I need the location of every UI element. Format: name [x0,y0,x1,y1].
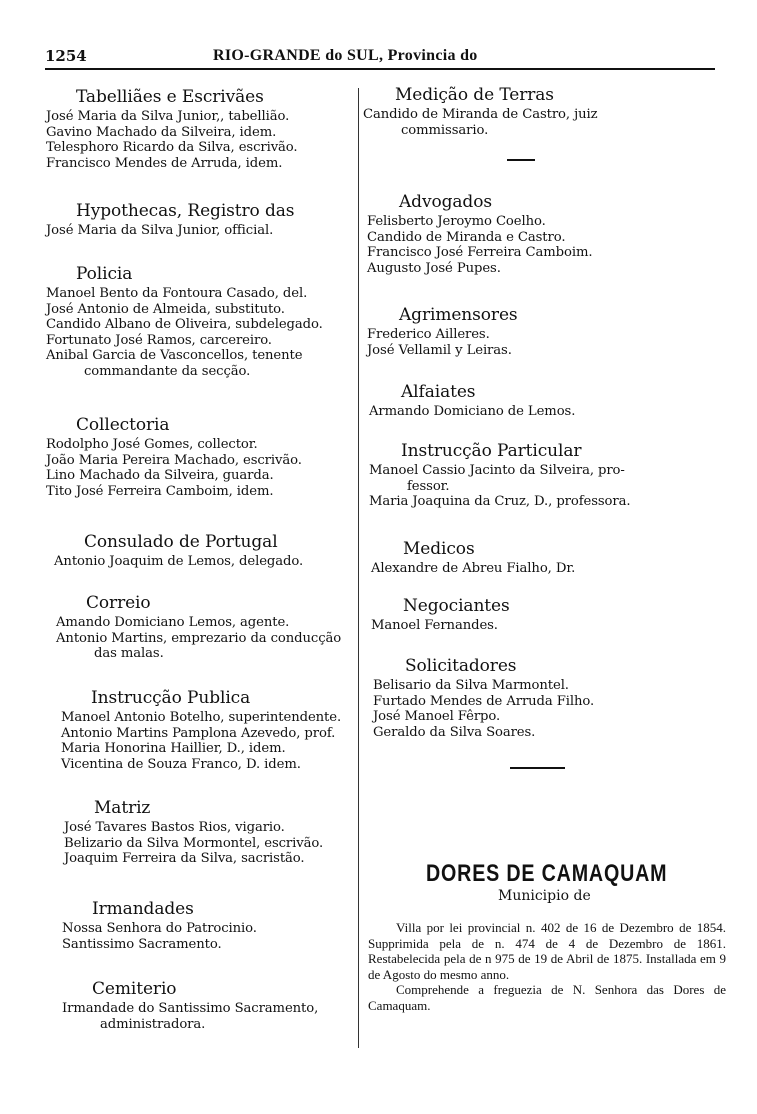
entry: José Vellamil y Leiras. [367,342,512,358]
section-heading: Consulado de Portugal [84,532,278,552]
entry: Felisberto Jeroymo Coelho. [367,214,546,229]
paragraph: Villa por lei provincial n. 402 de 16 de Dezembro de 1854. Supprimida pela de n. 474 de 4 de Dezembro de 1861. Restabelecida pela de n 975 de 19 de Abril de 1875. Installada em 9 de Agosto do mesmo anno. [368,920,726,982]
section-heading: Advogados [399,192,492,212]
section-instrucao-particular [369,442,727,510]
entry: Candido Albano de Oliveira, subdelegado. [46,317,323,332]
section-tabelliaes [46,88,358,171]
section-heading: Negociantes [403,596,510,616]
section-heading: Agrimensores [399,305,518,325]
section-cemiterio [62,980,374,1032]
running-title: RIO-GRANDE do SUL, Provincia do [213,47,478,64]
entry: Belisario da Silva Marmontel. [373,678,569,693]
section-heading: Policia [76,264,133,284]
section-heading: Medição de Terras [395,85,554,105]
entry: administradora. [100,1016,206,1032]
page-number: 1254 [45,47,87,65]
entry: Antonio Martins, emprezario da conducção [56,630,342,646]
municipality-title: DORES DE CAMAQUAM [426,860,668,887]
section-heading: Tabelliães e Escrivães [76,87,264,107]
entry: Anibal Garcia de Vasconcellos, tenente [46,348,303,363]
section-separator [510,767,565,769]
section-instrucao-publica [61,689,373,772]
entry: Francisco Mendes de Arruda, idem. [46,155,283,171]
municipality-subtitle: Municipio de [498,888,591,904]
entry: Manoel Antonio Botelho, superintendente. [61,710,342,725]
section-heading: Collectoria [76,415,170,435]
section-irmandades [62,900,374,952]
entry: Fortunato José Ramos, carcereiro. [46,332,272,348]
entry: Joaquim Ferreira da Silva, sacristão. [64,851,305,866]
entry: Rodolpho José Gomes, collector. [46,437,258,452]
entry: Lino Machado da Silveira, guarda. [46,468,274,483]
paragraph: Comprehende a freguezia de N. Senhora das Dores de Camaquam. [368,982,726,1013]
entry: Vicentina de Souza Franco, D. idem. [61,756,301,772]
entry: José Antonio de Almeida, substituto. [46,301,285,317]
entry: Manoel Bento da Fontoura Casado, del. [46,286,308,301]
header-rule [45,68,715,70]
section-medicao-terras [363,86,721,138]
section-heading: Irmandades [92,899,194,919]
entry: Santissimo Sacramento. [62,936,222,952]
entry: Irmandade do Santissimo Sacramento, [62,1001,319,1016]
entry: commissario. [401,122,489,138]
section-heading: Correio [86,593,151,613]
section-hypothecas [46,202,358,239]
entry: Antonio Joaquim de Lemos, delegado. [54,554,304,569]
entry: Gavino Machado da Silveira, idem. [46,124,277,140]
section-heading: Instrucção Particular [401,441,582,461]
section-heading: Alfaiates [401,382,476,402]
entry: Nossa Senhora do Patrocinio. [62,921,257,936]
section-matriz [64,799,376,867]
section-negociantes [371,597,729,634]
entry: Telesphoro Ricardo da Silva, escrivão. [46,140,298,155]
entry: José Maria da Silva Junior, official. [46,223,274,238]
section-alfaiates [369,383,727,420]
entry: Maria Honorina Haillier, D., idem. [61,741,286,756]
section-medicos [371,540,729,577]
section-heading: Cemiterio [92,979,177,999]
section-heading: Hypothecas, Registro das [76,201,295,221]
entry: fessor. [407,478,450,494]
entry: das malas. [94,646,164,661]
entry: Alexandre de Abreu Fialho, Dr. [371,561,576,576]
section-collectoria [46,416,358,499]
entry: commandante da secção. [84,363,251,379]
section-heading: Instrucção Publica [91,688,251,708]
entry: Antonio Martins Pamplona Azevedo, prof. [61,725,336,741]
section-agrimensores [367,306,725,358]
entry: Candido de Miranda e Castro. [367,229,566,245]
entry: Frederico Ailleres. [367,327,490,342]
entry: Augusto José Pupes. [367,260,501,276]
entry: Furtado Mendes de Arruda Filho. [373,693,595,709]
entry: Candido de Miranda de Castro, juiz [363,107,598,122]
section-separator [507,159,535,161]
entry: Tito José Ferreira Camboim, idem. [46,483,274,499]
section-advogados [367,193,725,276]
entry: Maria Joaquina da Cruz, D., professora. [369,494,631,509]
entry: José Maria da Silva Junior,, tabellião. [46,109,290,124]
section-policia [46,265,358,379]
entry: Manoel Fernandes. [371,618,498,633]
section-consulado [54,533,366,570]
municipality-description [368,920,726,1014]
section-heading: Medicos [403,539,475,559]
entry: José Manoel Fêrpo. [373,709,501,724]
section-heading: Matriz [94,798,151,818]
entry: José Tavares Bastos Rios, vigario. [64,820,285,835]
entry: Manoel Cassio Jacinto da Silveira, pro- [369,463,625,478]
section-correio [56,594,368,662]
entry: João Maria Pereira Machado, escrivão. [46,452,302,468]
entry: Armando Domiciano de Lemos. [369,404,576,419]
section-solicitadores [373,657,731,740]
entry: Geraldo da Silva Soares. [373,724,536,740]
entry: Amando Domiciano Lemos, agente. [56,615,290,630]
entry: Belizario da Silva Mormontel, escrivão. [64,835,324,851]
section-heading: Solicitadores [405,656,517,676]
entry: Francisco José Ferreira Camboim. [367,245,593,260]
